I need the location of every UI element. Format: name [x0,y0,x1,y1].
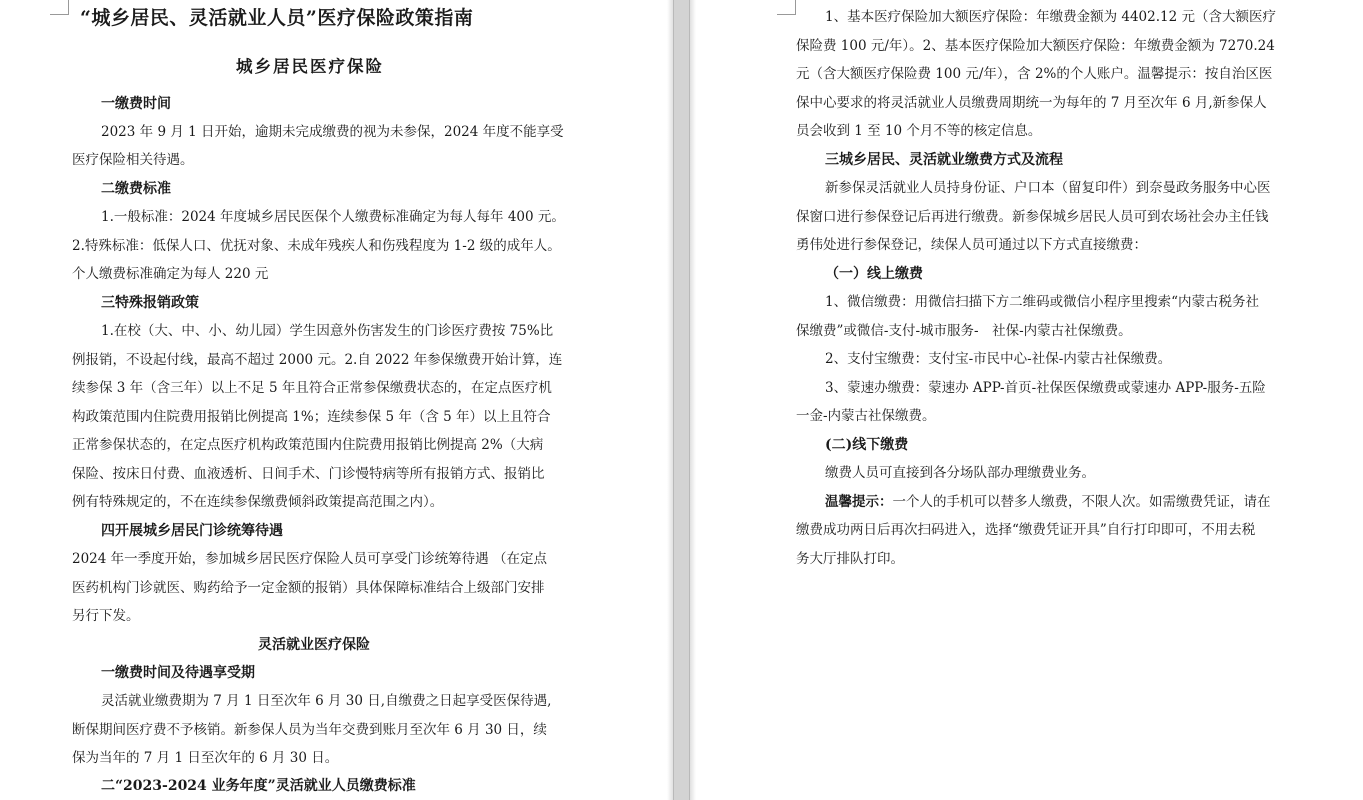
paragraph-line: 2023 年 9 月 1 日开始，逾期未完成缴费的视为未参保，2024 年度不能享受 [101,124,564,140]
heading-offline-payment: (二)线下缴费 [825,437,909,453]
page-gutter [673,0,690,800]
paragraph-line: 保险费 100 元/年）。2、基本医疗保险加大额医疗保险：年缴费金额为 7270.24 [796,38,1275,54]
paragraph-line: 新参保灵活就业人员持身份证、户口本（留复印件）到奈曼政务服务中心医 [825,180,1271,196]
paragraph-line: 缴费成功两日后再次扫码进入，选择“缴费凭证开具”自行打印即可，不用去税 [796,522,1256,538]
paragraph-line: 例有特殊规定的，不在连续参保缴费倾斜政策提高范围之内）。 [72,494,444,510]
paragraph-line: 一金-内蒙古社保缴费。 [796,408,936,424]
paragraph-line: 勇伟处进行参保登记，续保人员可通过以下方式直接缴费： [796,237,1147,253]
heading-online-payment: （一）线上缴费 [825,266,923,282]
page-edge-shadow [690,0,696,800]
section-title-flexible-employment: 灵活就业医疗保险 [258,637,370,653]
paragraph-line: 保中心要求的将灵活就业人员缴费周期统一为每年的 7 月至次年 6 月,新参保人 [796,95,1267,111]
paragraph-line: 1、基本医疗保险加大额医疗保险：年缴费金额为 4402.12 元（含大额医疗 [825,9,1276,25]
document-page-left [0,0,673,800]
paragraph-line: 构政策范围内住院费用报销比例提高 1%；连续参保 5 年（含 5 年）以上且符合 [72,409,551,425]
heading-payment-period: 一缴费时间及待遇享受期 [101,665,255,681]
paragraph-line: 1.在校（大、中、小、幼儿园）学生因意外伤害发生的门诊医疗费按 75%比 [101,323,554,339]
crop-mark [777,0,796,15]
paragraph-line: 另行下发。 [72,608,140,624]
paragraph-line: 2024 年一季度开始，参加城乡居民医疗保险人员可享受门诊统筹待遇 （在定点 [72,551,547,567]
heading-payment-time: 一缴费时间 [101,96,171,112]
paragraph-line: 1、微信缴费：用微信扫描下方二维码或微信小程序里搜索“内蒙古税务社 [825,294,1259,310]
paragraph-line: 保缴费”或微信-支付-城市服务- 社保-内蒙古社保缴费。 [796,323,1132,339]
paragraph-line: 缴费人员可直接到各分场队部办理缴费业务。 [825,465,1095,481]
tip-label: 温馨提示： [825,494,893,510]
paragraph-line: 2、支付宝缴费：支付宝-市民中心-社保-内蒙古社保缴费。 [825,351,1172,367]
paragraph-line: 3、蒙速办缴费：蒙速办 APP-首页-社保医保缴费或蒙速办 APP-服务-五险 [825,380,1266,396]
paragraph-line: 员会收到 1 至 10 个月不等的核定信息。 [796,123,1042,139]
tip-line [825,493,1271,511]
section-title-urban-rural: 城乡居民医疗保险 [236,57,384,76]
paragraph-line: 例报销，不设起付线，最高不超过 2000 元。2.自 2022 年参保缴费开始计算，连 [72,352,563,368]
paragraph-line: 保险、按床日付费、血液透析、日间手术、门诊慢特病等所有报销方式、报销比 [72,466,545,482]
heading-special-reimbursement: 三特殊报销政策 [101,295,199,311]
paragraph-line: 务大厅排队打印。 [796,551,904,567]
crop-mark [50,0,69,15]
heading-flexible-standard: 二“2023-2024 业务年度”灵活就业人员缴费标准 [101,778,416,794]
paragraph-line: 断保期间医疗费不予核销。新参保人员为当年交费到账月至次年 6 月 30 日，续 [72,722,547,738]
paragraph-line: 医药机构门诊就医、购药给予一定金额的报销）具体保障标准结合上级部门安排 [72,580,545,596]
paragraph-line: 续参保 3 年（含三年）以上不足 5 年且符合正常参保缴费状态的，在定点医疗机 [72,380,552,396]
paragraph-line: 保为当年的 7 月 1 日至次年的 6 月 30 日。 [72,750,339,766]
document-title: “城乡居民、灵活就业人员”医疗保险政策指南 [80,7,474,29]
paragraph-line: 个人缴费标准确定为每人 220 元 [72,266,269,282]
paragraph-line: 1.一般标准：2024 年度城乡居民医保个人缴费标准确定为每人每年 400 元。 [101,209,565,225]
tip-text: 一个人的手机可以替多人缴费，不限人次。如需缴费凭证，请在 [892,494,1271,510]
heading-payment-standard: 二缴费标准 [101,181,171,197]
paragraph-line: 医疗保险相关待遇。 [72,152,194,168]
paragraph-line: 灵活就业缴费期为 7 月 1 日至次年 6 月 30 日,自缴费之日起享受医保待遇, [101,693,552,709]
heading-payment-methods: 三城乡居民、灵活就业缴费方式及流程 [825,152,1063,168]
heading-outpatient-coordination: 四开展城乡居民门诊统筹待遇 [101,523,283,539]
paragraph-line: 2.特殊标准：低保人口、优抚对象、未成年残疾人和伤残程度为 1-2 级的成年人。 [72,238,561,254]
paragraph-line: 正常参保状态的，在定点医疗机构政策范围内住院费用报销比例提高 2%（大病 [72,437,544,453]
paragraph-line: 保窗口进行参保登记后再进行缴费。新参保城乡居民人员可到农场社会办主任钱 [796,209,1269,225]
document-page-right [690,0,1363,800]
paragraph-line: 元（含大额医疗保险费 100 元/年），含 2%的个人账户。温馨提示：按自治区医 [796,66,1273,82]
